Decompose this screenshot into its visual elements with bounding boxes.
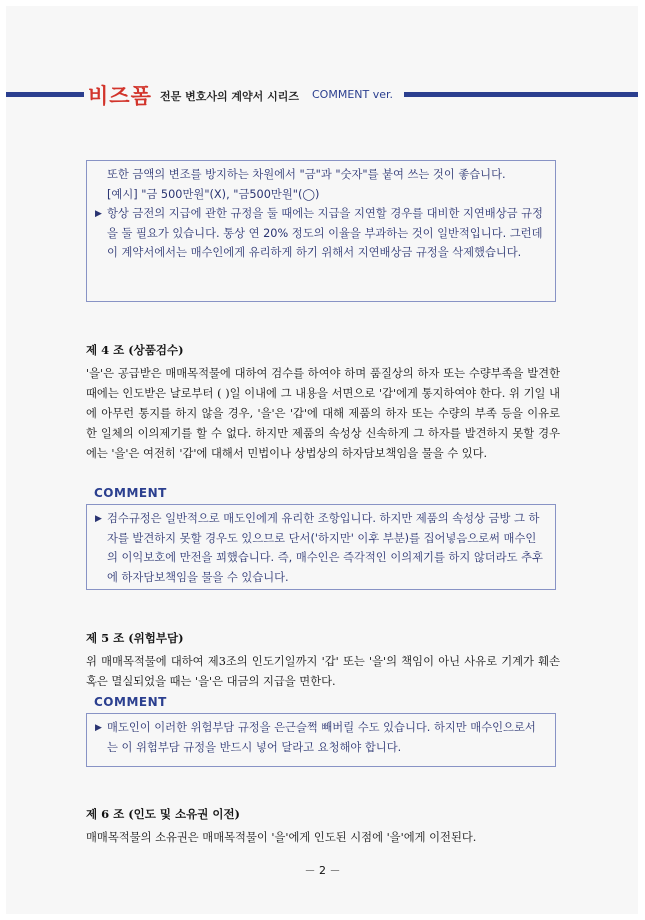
header-rule-left — [6, 92, 84, 97]
series-title: 전문 변호사의 계약서 시리즈 — [160, 90, 299, 103]
comment-line: 또한 금액의 변조를 방지하는 차원에서 "금"과 "숫자"를 붙여 쓰는 것이 좋습니다. — [107, 168, 506, 181]
comment-bullet — [97, 718, 545, 757]
comment-bullet-text: 매도인이 이러한 위험부담 규정을 은근슬쩍 빼버릴 수도 있습니다. 하지만 매수인으로서는 이 위험부담 규정을 반드시 넣어 달라고 요청해야 합니다. — [107, 721, 536, 754]
triangle-bullet-icon: ▶ — [95, 514, 102, 524]
comment-box-2 — [86, 713, 556, 767]
clause-6-title: 제 6 조 (인도 및 소유권 이전) — [86, 807, 240, 821]
triangle-bullet-icon: ▶ — [95, 209, 102, 219]
clause-4-title: 제 4 조 (상품검수) — [86, 343, 184, 357]
clause-5-body: 위 매매목적물에 대하여 제3조의 인도기일까지 '갑' 또는 '을'의 책임이 아닌 사유로 기계가 훼손 혹은 멸실되었을 때는 '을'은 대금의 지급을 면한다. — [86, 655, 560, 688]
clause-6-body: 매매목적물의 소유권은 매매목적물이 '을'에게 인도된 시점에 '을'에게 이전된다. — [86, 831, 477, 844]
comment-bullet — [97, 204, 545, 263]
triangle-bullet-icon: ▶ — [95, 723, 102, 733]
version-label: COMMENT ver. — [312, 88, 394, 101]
comment-box-top — [86, 160, 556, 302]
clause-4-body: '을'은 공급받은 매매목적물에 대하여 검수를 하여야 하며 품질상의 하자 또는 수량부족을 발견한 때에는 인도받은 날로부터 ( )일 이내에 그 내용을 서면으로 '갑'에게 통지하여야 한다. 위 기일 내에 아무런 통지를 하지 않을 경우, '을'은 '갑'에 대해 제품의 하자 또는 수량의 부족 등을 이유로 한 일체의 이의제기를 할 수 없다. 하지만 제품의 속성상 신속하게 그 하자를 발견하지 못할 경우에는 '을'은 여전히 '갑'에 대해서 민법이나 상법상의 하자담보책임을 물을 수 있다. — [86, 367, 560, 460]
comment-box-1 — [86, 504, 556, 590]
page-number: － 2 － — [304, 864, 341, 877]
header-rule-right — [404, 92, 638, 97]
comment-label: COMMENT — [94, 695, 167, 709]
comment-bullet-text: 검수규정은 일반적으로 매도인에게 유리한 조항입니다. 하지만 제품의 속성상 금방 그 하자를 발견하지 못할 경우도 있으므로 단서('하지만' 이후 부분)를 집어넣음으로써 매수인의 이익보호에 만전을 꾀했습니다. 즉, 매수인은 즉각적인 이의제기를 하지 않더라도 추후에 하자담보책임을 물을 수 있습니다. — [107, 512, 543, 584]
comment-bullet — [97, 509, 545, 587]
clause-5-title: 제 5 조 (위험부담) — [86, 631, 184, 645]
comment-bullet-text: 항상 금전의 지급에 관한 규정을 둘 때에는 지급을 지연할 경우를 대비한 지연배상금 규정을 둘 필요가 있습니다. 통상 연 20% 정도의 이율을 부과하는 것이 일반적입니다. 그런데 이 계약서에서는 매수인에게 유리하게 하기 위해서 지연배상금 규정을 삭제했습니다. — [107, 207, 543, 259]
comment-example: [예시] "금 500만원"(X), "금500만원"(◯) — [107, 187, 320, 201]
brand-logo: 비즈폼 — [88, 84, 152, 108]
comment-label: COMMENT — [94, 486, 167, 500]
